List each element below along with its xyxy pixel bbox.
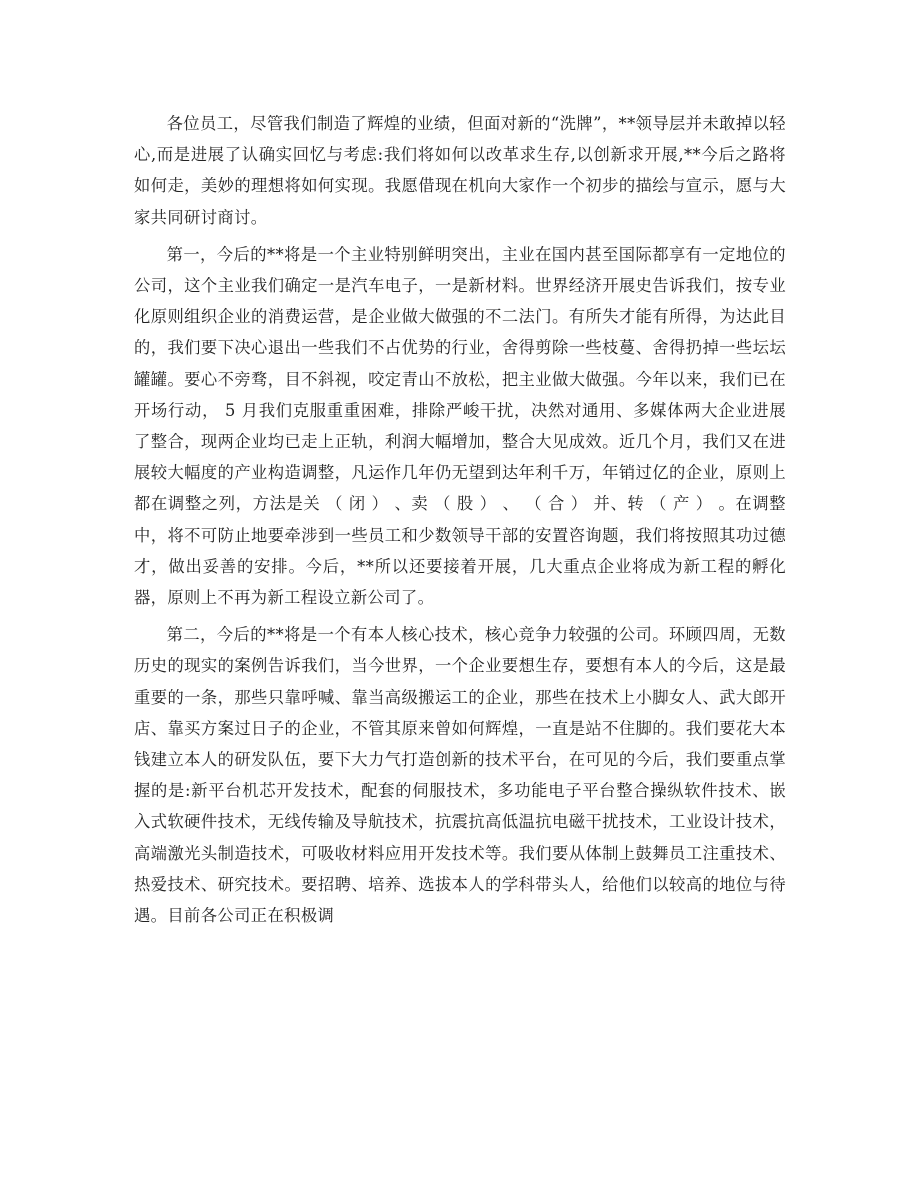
paragraph-intro: 各位员工，尽管我们制造了辉煌的业绩，但面对新的“洗牌”，**领导层并未敢掉以轻心,而是进展了认确实回忆与考虑:我们将如何以改革求生存,以创新求开展,**今后之路将如何走，美妙的理想将如何实现。我愿借现在机向大家作一个初步的描绘与宣示，愿与大家共同研讨商讨。	[134, 114, 786, 227]
document-body	[134, 108, 786, 937]
paragraph-first-point: 第一，今后的**将是一个主业特别鲜明突出，主业在国内甚至国际都享有一定地位的公司，这个主业我们确定一是汽车电子，一是新材料。世界经济开展史告诉我们，按专业化原则组织企业的消费运营，是企业做大做强的不二法门。有所失才能有所得，为达此目的，我们要下决心退出一些我们不占优势的行业，舍得剪除一些枝蔓、舍得扔掉一些坛坛罐罐。要心不旁骛，目不斜视，咬定青山不放松，把主业做大做强。今年以来，我们已在开场行动， 5 月我们克服重重困难，排除严峻干扰，决然对通用、多媒体两大企业进展了整合，现两企业均已走上正轨，利润大幅增加，整合大见成效。近几个月，我们又在进展较大幅度的产业构造调整，凡运作几年仍无望到达年利千万，年销过亿的企业，原则上都在调整之列，方法是关 （ 闭 ） 、卖 （ 股 ） 、 （ 合 ） 并、转 （ 产 ） 。在调整中，将不可防止地要牵涉到一些员工和少数领导干部的安置咨询题，我们将按照其功过德才，做出妥善的安排。今后，**所以还要接着开展，几大重点企业将成为新工程的孵化器，原则上不再为新工程设立新公司了。	[134, 244, 786, 608]
paragraph-second-point: 第二，今后的**将是一个有本人核心技术，核心竞争力较强的公司。环顾四周，无数历史的现实的案例告诉我们，当今世界，一个企业要想生存，要想有本人的今后，这是最重要的一条，那些只靠呼喊、靠当高级搬运工的企业，那些在技术上小脚女人、武大郎开店、靠买方案过日子的企业，不管其原来曾如何辉煌，一直是站不住脚的。我们要花大本钱建立本人的研发队伍，要下大力气打造创新的技术平台，在可见的今后，我们要重点掌握的是:新平台机芯开发技术，配套的伺服技术，多功能电子平台整合操纵软件技术、嵌入式软硬件技术，无线传输及导航技术，抗震抗高低温抗电磁干扰技术，工业设计技术，高端激光头制造技术，可吸收材料应用开发技术等。我们要从体制上鼓舞员工注重技术、热爱技术、研究技术。要招聘、培养、选拔本人的学科带头人，给他们以较高的地位与待遇。目前各公司正在积极调	[134, 625, 786, 926]
